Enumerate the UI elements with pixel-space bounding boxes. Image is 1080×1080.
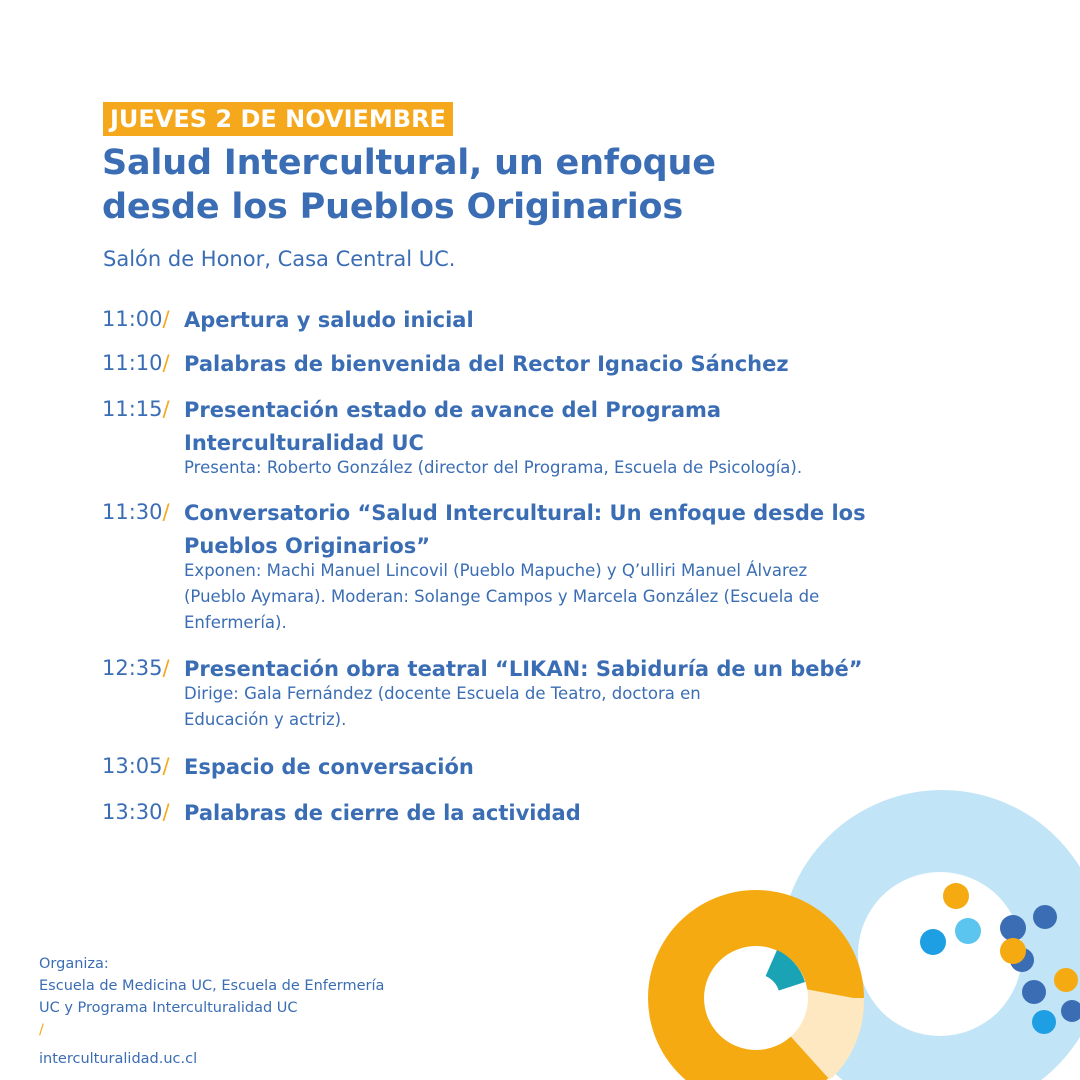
agenda-heading-line: Apertura y saludo inicial xyxy=(184,308,474,332)
dot xyxy=(1000,938,1026,964)
website-link[interactable]: interculturalidad.uc.cl xyxy=(39,1051,198,1067)
event-title-line-2: desde los Pueblos Originarios xyxy=(102,187,684,227)
ring-hole xyxy=(858,872,1022,1036)
agenda-time-value: 13:05 xyxy=(102,754,163,778)
agenda-time-slash: / xyxy=(162,500,170,524)
agenda-time-value: 11:15 xyxy=(102,397,163,421)
agenda-description-line: Presenta: Roberto González (director del Programa, Escuela de Psicología). xyxy=(184,458,803,477)
agenda-time-slash: / xyxy=(162,800,170,824)
orange-ring-core xyxy=(732,974,780,1022)
agenda-heading-line: Palabras de cierre de la actividad xyxy=(184,801,581,825)
agenda-time-slash: / xyxy=(162,307,170,331)
agenda-heading-line: Espacio de conversación xyxy=(184,755,474,779)
agenda-time-value: 13:30 xyxy=(102,800,163,824)
organizer-line: Escuela de Medicina UC, Escuela de Enfermería xyxy=(39,978,385,994)
organizer-line-text: UC y Programa Interculturalidad UC xyxy=(39,1000,298,1016)
organizer-label: Organiza: xyxy=(39,956,109,972)
agenda-time-slash: / xyxy=(162,351,170,375)
agenda-heading-line: Conversatorio “Salud Intercultural: Un enfoque desde los xyxy=(184,501,866,525)
agenda-description-line: Enfermería). xyxy=(184,613,287,632)
organizer-line-last xyxy=(39,997,459,1041)
agenda-time-value: 11:10 xyxy=(102,351,163,375)
organizer-footer xyxy=(39,953,459,1070)
agenda-heading-line: Palabras de bienvenida del Rector Ignacio Sánchez xyxy=(184,352,789,376)
agenda-description-line: Exponen: Machi Manuel Lincovil (Pueblo Mapuche) y Q’ulliri Manuel Álvarez xyxy=(184,561,808,580)
dot xyxy=(943,883,969,909)
dot xyxy=(1054,968,1078,992)
agenda-time-value: 11:00 xyxy=(102,307,163,331)
dot xyxy=(1032,1010,1056,1034)
agenda-time-value: 12:35 xyxy=(102,656,163,680)
agenda-heading-line: Interculturalidad UC xyxy=(184,431,424,455)
agenda-time-slash: / xyxy=(162,754,170,778)
dot xyxy=(920,929,946,955)
agenda-time-slash: / xyxy=(162,656,170,680)
dot xyxy=(1000,915,1026,941)
event-venue: Salón de Honor, Casa Central UC. xyxy=(103,247,456,271)
agenda-heading-line: Pueblos Originarios” xyxy=(184,534,431,558)
dot xyxy=(1022,980,1046,1004)
organizer-slash: / xyxy=(39,1022,44,1038)
agenda-description-line: Educación y actriz). xyxy=(184,710,347,729)
agenda-heading-line: Presentación estado de avance del Programa xyxy=(184,398,722,422)
event-title-line-1: Salud Intercultural, un enfoque xyxy=(102,143,716,183)
dot xyxy=(955,918,981,944)
agenda-heading-line: Presentación obra teatral “LIKAN: Sabiduría de un bebé” xyxy=(184,657,863,681)
agenda-time-slash: / xyxy=(162,397,170,421)
agenda-description-line: Dirige: Gala Fernández (docente Escuela de Teatro, doctora en xyxy=(184,684,701,703)
agenda-time-value: 11:30 xyxy=(102,500,163,524)
agenda-description-line: (Pueblo Aymara). Moderan: Solange Campos y Marcela González (Escuela de xyxy=(184,587,820,606)
date-badge: JUEVES 2 DE NOVIEMBRE xyxy=(103,102,453,136)
dot xyxy=(1033,905,1057,929)
